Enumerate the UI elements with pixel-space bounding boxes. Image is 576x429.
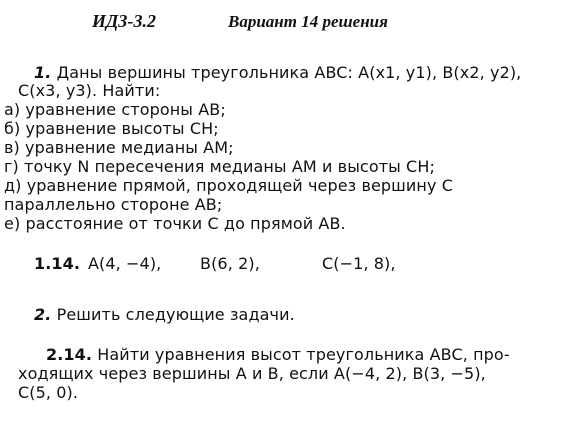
- task2-14-text-line2: ходящих через вершины A и B, если A(−4, 2), B(3, −5),: [18, 364, 486, 383]
- variant-point-c: C(−1, 8),: [322, 254, 396, 273]
- task1-item-b: б) уравнение высоты CH;: [4, 119, 219, 138]
- variant-point-a: A(4, −4),: [88, 254, 162, 273]
- task2-number: 2.: [34, 305, 52, 324]
- task1-intro-line2: C(x3, y3). Найти:: [18, 81, 161, 100]
- task1-item-a: а) уравнение стороны AB;: [4, 100, 226, 119]
- task1-intro-line1: Даны вершины треугольника ABC: A(x1, y1), B(x2, y2),: [56, 63, 522, 82]
- task1-item-d: г) точку N пересечения медианы AM и высоты CH;: [4, 157, 435, 176]
- header-variant: Вариант 14 решения: [228, 12, 388, 31]
- task2-14-text-line3: C(5, 0).: [18, 383, 79, 402]
- task1-item-f: е) расстояние от точки C до прямой AB.: [4, 214, 346, 233]
- task1-line1: [34, 64, 521, 82]
- task2-text: Решить следующие задачи.: [56, 305, 295, 324]
- task1-item-e-cont: параллельно стороне AB;: [4, 195, 223, 214]
- variant-point-b: B(6, 2),: [200, 254, 260, 273]
- task1-number: 1.: [34, 63, 52, 82]
- task2-line: [34, 306, 295, 324]
- task2-14-number: 2.14.: [46, 345, 93, 364]
- variant-number: 1.14.: [34, 254, 81, 273]
- task2-14-line1: [46, 346, 510, 364]
- task1-item-e: д) уравнение прямой, проходящей через вершину C: [4, 176, 454, 195]
- task2-14-text-line1: Найти уравнения высот треугольника ABC, про-: [97, 345, 510, 364]
- task1-item-c: в) уравнение медианы AM;: [4, 138, 234, 157]
- header-title: ИДЗ-3.2: [92, 11, 156, 31]
